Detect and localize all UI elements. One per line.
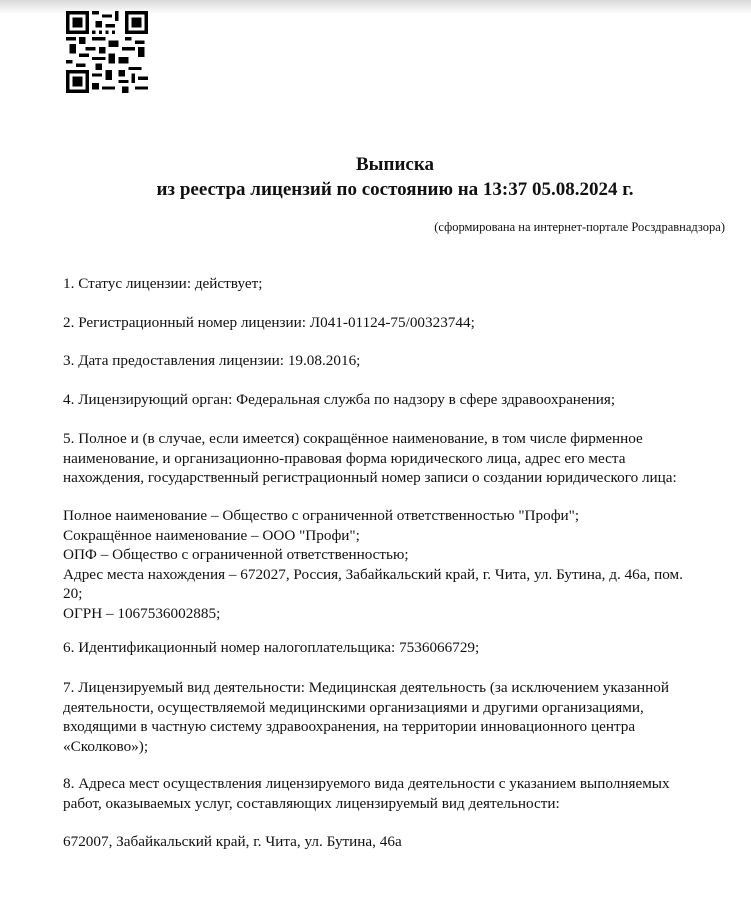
line: 3. Дата предоставления лицензии: 19.08.2016;: [63, 352, 361, 369]
address-cont: 20;: [63, 585, 83, 602]
line: 5. Полное и (в случае, если имеется) сокращённое наименование, в том числе фирменное: [63, 430, 643, 447]
line: 7. Лицензируемый вид деятельности: Медицинская деятельность (за исключением указанной: [63, 679, 669, 696]
line: входящими в частную систему здравоохранения, на территории инновационного центра: [63, 718, 636, 735]
item-organization-details: [63, 506, 723, 623]
document-subtitle: из реестра лицензий по состоянию на 13:37 05.08.2024 г.: [156, 179, 634, 200]
line: 2. Регистрационный номер лицензии: Л041-01124-75/00323744;: [63, 314, 475, 331]
line: «Сколково»);: [63, 737, 149, 755]
item-organization-heading: [63, 429, 723, 488]
line: 1. Статус лицензии: действует;: [63, 275, 263, 292]
legal-form: ОПФ – Общество с ограниченной ответственностью;: [63, 546, 409, 563]
address: Адрес места нахождения – 672027, Россия, Забайкальский край, г. Чита, ул. Бутина, д. 46а, пом.: [63, 565, 683, 583]
item-issue-date: [63, 351, 723, 371]
short-name: Сокращённое наименование – ООО "Профи";: [63, 526, 360, 544]
portal-note: (сформирована на интернет-портале Росздравнадзора): [434, 220, 725, 234]
line: 672007, Забайкальский край, г. Чита, ул. Бутина, 46а: [63, 833, 402, 850]
item-registration-number: [63, 313, 723, 333]
line: нахождения, государственный регистрационный номер записи о создании юридического лица:: [63, 469, 677, 486]
item-licensing-authority: [63, 390, 723, 410]
full-name: Полное наименование – Общество с ограниченной ответственностью "Профи";: [63, 507, 580, 524]
document-title: Выписка: [356, 154, 434, 175]
line: наименование, и организационно-правовая форма юридического лица, адрес его места: [63, 449, 626, 467]
item-activity-addresses: [63, 774, 723, 813]
qr-code-icon: [66, 11, 148, 93]
line: деятельности, осуществляемой медицинскими организациями и другими организациями,: [63, 698, 644, 716]
activity-address: [63, 832, 723, 852]
item-inn: [63, 638, 723, 658]
line: 8. Адреса мест осуществления лицензируемого вида деятельности с указанием выполняемых: [63, 775, 670, 792]
line: 6. Идентификационный номер налогоплательщика: 7536066729;: [63, 639, 480, 656]
line: работ, оказываемых услуг, составляющих лицензируемый вид деятельности:: [63, 794, 560, 812]
line: 4. Лицензирующий орган: Федеральная служба по надзору в сфере здравоохранения;: [63, 391, 616, 408]
item-activity-type: [63, 678, 723, 756]
item-license-status: [63, 274, 723, 294]
ogrn: ОГРН – 1067536002885;: [63, 604, 221, 622]
